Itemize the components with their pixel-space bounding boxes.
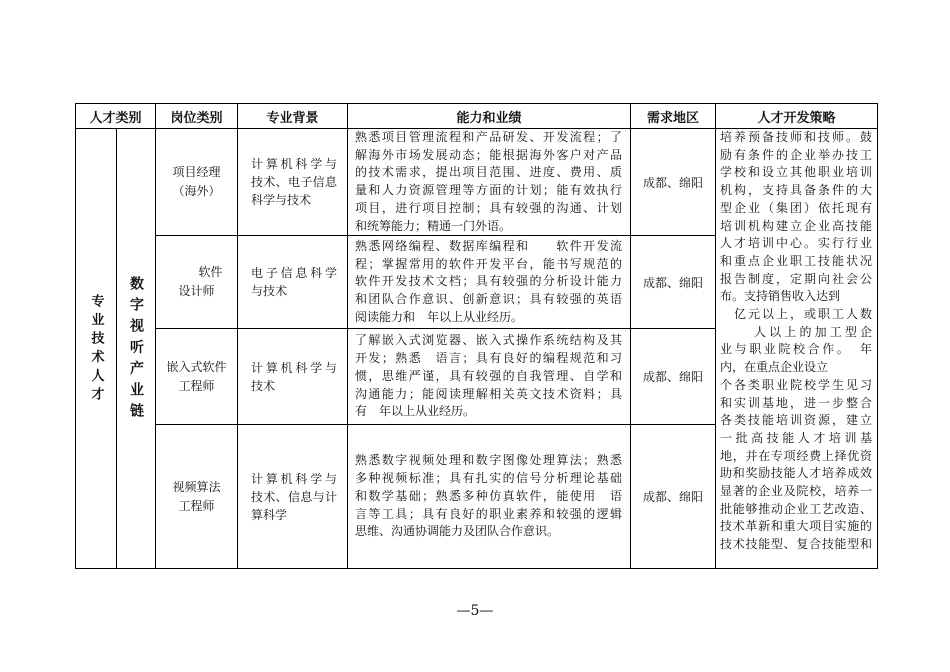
ability-line: 了解嵌入式浏览器、嵌入式操作系统结构及其 (355, 333, 623, 348)
ability-line: 惯，思维严谨，具有较强的自我管理、自学和 (355, 368, 623, 383)
strategy-line: 助和奖励技能人才培养成效 (720, 466, 873, 481)
strategy-line: 显著的企业及院校，培养一 (720, 484, 873, 499)
ability-line: 熟悉数字视频处理和数字图像处理算法；熟悉 (355, 453, 623, 468)
strategy-line: 人才培训中心。实行行业 (720, 236, 873, 251)
ability-cell (348, 425, 631, 569)
strategy-line: 内，在重点企业设立 (720, 360, 829, 375)
ability-cell (348, 129, 631, 236)
ability-line: 熟悉网络编程、数据库编程和 软件开发流 (355, 238, 623, 253)
strategy-line: 一批高技能人才培训基 (720, 430, 873, 445)
background-line: 电子信息科学 (251, 266, 338, 281)
ability-line: 思维、沟通协调能力及团队合作意识。 (355, 524, 560, 539)
header-professional-background: 专业背景 (238, 104, 348, 129)
talent-type-cell (76, 129, 117, 569)
strategy-line: 业与职业院校合作。 年 (720, 342, 873, 357)
post-category-cell (156, 236, 238, 329)
header-ability-achievement: 能力和业绩 (348, 104, 631, 129)
background-line: 计算机科学与 (251, 157, 338, 172)
background-line: 技术、电子信息 (251, 175, 338, 190)
ability-line: 沟通能力；能阅读理解相关英文技术资料；具 (355, 386, 623, 401)
header-demand-region: 需求地区 (631, 104, 716, 129)
background-cell (238, 329, 348, 425)
strategy-line: 技术技能型、复合技能型和 (720, 537, 873, 552)
background-line: 计算机科学与 (251, 360, 338, 375)
ability-line: 程；掌握常用的软件开发平台，能书写规范的 (355, 256, 623, 271)
region-text: 成都、绵阳 (643, 370, 704, 385)
ability-line: 的技术需求，提出项目范围、进度、费用、质 (355, 165, 623, 180)
region-text: 成都、绵阳 (643, 175, 704, 190)
background-line: 与技术 (251, 284, 288, 299)
ability-line: 阅读能力和 年以上从业经历。 (355, 309, 524, 324)
strategy-line: 培训机构建立企业高技能 (720, 218, 873, 233)
post-line: 工程师 (178, 498, 215, 513)
background-line: 科学与技术 (251, 193, 312, 208)
region-cell (631, 425, 716, 569)
strategy-line: 布。支持销售收入达到 (720, 289, 841, 304)
background-line: 算科学 (251, 507, 288, 522)
ability-line: 量和人力资源管理等方面的计划；能有效执行 (355, 183, 623, 198)
ability-line: 和统筹能力；精通一门外语。 (355, 218, 512, 233)
strategy-line: 励有条件的企业举办技工 (720, 147, 873, 162)
region-cell (631, 329, 716, 425)
post-line: 工程师 (178, 378, 215, 393)
header-post-category: 岗位类别 (156, 104, 238, 129)
industry-chain-label: 数字视听产业链 (128, 276, 144, 425)
talent-demand-table (75, 103, 878, 569)
strategy-line: 型企业（集团）依托现有 (720, 200, 873, 215)
ability-line: 熟悉项目管理流程和产品研发、开发流程；了 (355, 130, 623, 144)
ability-line: 软件开发技术文档；具有较强的分析设计能力 (355, 274, 623, 289)
post-category-cell (156, 129, 238, 236)
talent-type-label: 专业技术人才 (88, 293, 104, 406)
table-row (76, 129, 878, 236)
strategy-line: 和实训基地，进一步整合 (720, 395, 873, 410)
ability-cell (348, 329, 631, 425)
strategy-line: 批能够推动企业工艺改造、 (720, 501, 873, 516)
post-line: （海外） (172, 184, 221, 199)
region-cell (631, 236, 716, 329)
background-line: 技术、信息与计 (251, 489, 338, 504)
strategy-line: 地，并在专项经费上择优资 (720, 448, 873, 463)
strategy-line: 亿元以上，或职工人数 (734, 307, 873, 322)
header-development-strategy: 人才开发策略 (716, 104, 878, 129)
strategy-line: 报告制度，定期向社会公 (720, 271, 873, 286)
strategy-line: 和重点企业职工技能状况 (720, 253, 873, 268)
region-text: 成都、绵阳 (643, 275, 704, 290)
post-category-cell (156, 425, 238, 569)
strategy-line: 人以上的加工型企 (754, 324, 873, 339)
background-line: 技术 (251, 378, 276, 393)
ability-line: 开发；熟悉 语言；具有良好的编程规范和习 (355, 351, 623, 366)
post-line: 设计师 (178, 284, 215, 299)
ability-line: 解海外市场发展动态；能根据海外客户对产品 (355, 147, 623, 162)
ability-line: 项目，进行项目控制；具有较强的沟通、计划 (355, 200, 623, 215)
ability-line: 言等工具；具有良好的职业素养和较强的逻辑 (355, 506, 623, 521)
ability-cell (348, 236, 631, 329)
ability-line: 和团队合作意识、创新意识；具有较强的英语 (355, 292, 623, 307)
page-number: —5— (456, 603, 494, 619)
strategy-line: 机构，支持具备条件的大 (720, 183, 873, 198)
ability-line: 有 年以上从业经历。 (355, 404, 476, 419)
background-line: 计算机科学与 (251, 471, 338, 486)
strategy-cell (716, 129, 878, 569)
post-line: 软件 (198, 265, 223, 280)
strategy-line: 技术革新和重大项目实施的 (720, 519, 873, 534)
region-text: 成都、绵阳 (643, 490, 704, 505)
post-category-cell (156, 329, 238, 425)
post-line: 视频算法 (172, 479, 221, 494)
ability-line: 多种视频标准；具有扎实的信号分析理论基础 (355, 471, 623, 486)
strategy-line: 培养预备技师和技师。鼓 (720, 130, 873, 144)
region-cell (631, 129, 716, 236)
strategy-line: 各类技能培训资源，建立 (720, 413, 873, 428)
strategy-line: 学校和设立其他职业培训 (720, 165, 873, 180)
background-cell (238, 129, 348, 236)
background-cell (238, 236, 348, 329)
post-line: 嵌入式软件 (166, 359, 227, 374)
ability-line: 和数学基础；熟悉多种仿真软件，能使用 语 (355, 488, 623, 503)
background-cell (238, 425, 348, 569)
post-line: 项目经理 (172, 165, 221, 180)
header-talent-category: 人才类别 (76, 104, 156, 129)
industry-chain-cell (117, 129, 156, 569)
strategy-line: 个各类职业院校学生见习 (720, 377, 873, 392)
table-header-row (76, 104, 878, 129)
